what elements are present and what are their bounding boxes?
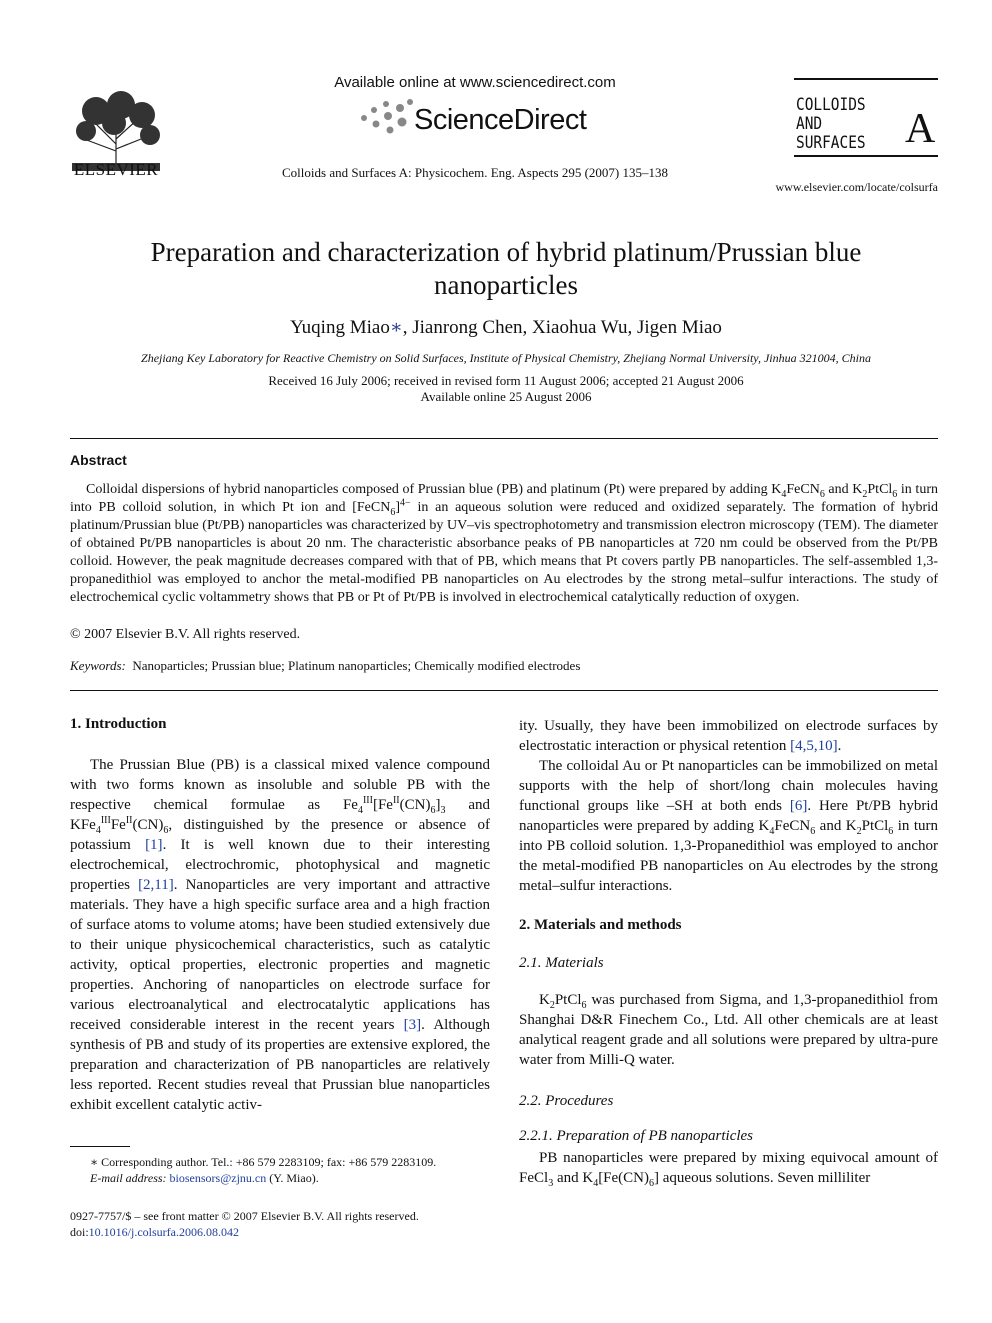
- introduction-body: The Prussian Blue (PB) is a classical mixed valence compound with two forms known as insoluble and soluble PB with the respective chemical formulae as $Fe_4^{III}[Fe^{II}(CN)_6]_3$ and $KFe_4^{III}Fe^{II}(CN)_6$, distinguished by the presence or absence of potassium [1]. It is well known due to their interesting electrochemical, electrochromic, photophysical and magnetic properties [2,11]. Nanoparticles are very important and attractive materials. They have a high specific surface area and a high fraction of surface atoms to volume atoms; have been studied extensively due to their unique physicochemical characteristics, such as catalytic activity, optical properties, electronic properties and magnetic properties. Anchoring of nanoparticles on electrode surface for various electroanalytical and electrocatalytic applications has received considerable interest in the recent years [3]. Although synthesis of PB and study of its properties are extensive explored, the preparation and characterization of PB nanoparticles are relatively less reported. Recent studies reveal that Prussian blue nanoparticles exhibit excellent catalytic activ-: [70, 757, 490, 1113]
- other-authors: , Jianrong Chen, Xiaohua Wu, Jigen Miao: [402, 317, 722, 338]
- doi-link[interactable]: 10.1016/j.colsurfa.2006.08.042: [88, 1225, 239, 1239]
- subsubsection-pb-prep-heading: 2.2.1. Preparation of PB nanoparticles: [519, 1128, 754, 1144]
- sciencedirect-wordmark: ScienceDirect: [414, 104, 587, 136]
- online-date: Available online 25 August 2006: [420, 389, 592, 404]
- abstract-body: Colloidal dispersions of hybrid nanoparticles composed of Prussian blue (PB) and platinum (Pt) were prepared by adding $K_4FeCN_6$ and $K_2PtCl_6$ in turn into PB colloid solution, in which Pt ion and [FeCN$_6$]$^{4-}$ in an aqueous solution were reduced and oxidized separately. The formation of hybrid platinum/Prussian blue (Pt/PB) nanoparticles was characterized by UV–vis spectrophotometry and transmission electron microscopy (TEM). The diameter of obtained Pt/PB nanoparticles is about 20 nm. The characteristic absorbance peaks of PB nanoparticles at 720 nm could be observed from the Pt/PB colloid. However, the peak magnitude decreases compared with that of PB, which means that Pt covers partly PB nanoparticles. The self-assembled 1,3-propanedithiol was employed to anchor the metal-modified PB nanoparticles on Au electrodes by the strong metal–sulfur interactions. The study of electrochemical cyclic voltammetry shows that PB or Pt of Pt/PB is involved in electrochemical catalytically reduction of oxygen.: [70, 482, 938, 605]
- divider-top: [70, 438, 938, 439]
- abstract-heading: Abstract: [70, 452, 127, 468]
- sciencedirect-availability: Available online at www.sciencedirect.com: [334, 74, 616, 91]
- keywords: [70, 658, 580, 674]
- received-dates: Received 16 July 2006; received in revised form 11 August 2006; accepted 21 August 2006: [268, 373, 744, 388]
- doi-label: doi:: [70, 1225, 89, 1239]
- first-author: Yuqing Miao: [290, 317, 390, 338]
- journal-citation: Colloids and Surfaces A: Physicochem. Eng. Aspects 295 (2007) 135–138: [282, 165, 668, 180]
- footnote-rule: [70, 1146, 130, 1147]
- abstract-copyright: © 2007 Elsevier B.V. All rights reserved.: [70, 627, 301, 642]
- section-introduction-heading: 1. Introduction: [70, 716, 167, 732]
- footnote-contact: Corresponding author. Tel.: +86 579 2283109; fax: +86 579 2283109.: [101, 1155, 437, 1169]
- introduction-continued: ity. Usually, they have been immobilized on electrode surfaces by electrostatic interaction or physical retention [4,5,10]. The colloidal Au or Pt nanoparticles can be immobilized on metal supports with the help of short/long chain molecules having functional groups like –SH at both ends [6]. Here Pt/PB hybrid nanoparticles were prepared by adding $K_4FeCN_6$ and $K_2PtCl_6$ in turn into PB colloid solution. 1,3-Propanedithiol was employed to anchor the metal-modified PB nanoparticles on Au electrodes by the strong metal–sulfur interactions.: [519, 718, 938, 894]
- journal-logo-letter: A: [905, 106, 936, 152]
- front-matter: 0927-7757/$ – see front matter © 2007 Elsevier B.V. All rights reserved.: [70, 1209, 419, 1223]
- email-suffix: (Y. Miao).: [266, 1171, 319, 1185]
- footnote-mark: ∗: [90, 1155, 99, 1169]
- subsection-materials-heading: 2.1. Materials: [519, 955, 604, 971]
- affiliation: Zhejiang Key Laboratory for Reactive Chemistry on Solid Surfaces, Institute of Physical Chemistry, Zhejiang Normal University, Jinhua 321004, China: [141, 351, 871, 365]
- materials-body: $K_2PtCl_6$ was purchased from Sigma, and 1,3-propanedithiol from Shanghai D&R Finechem Co., Ltd. All other chemicals are at least analytical reagent grade and all solutions were prepared by ultra-pure water from Milli-Q water.: [519, 992, 938, 1068]
- journal-url[interactable]: www.elsevier.com/locate/colsurfa: [775, 180, 938, 194]
- subsection-procedures-heading: 2.2. Procedures: [519, 1093, 614, 1109]
- publisher-name: ELSEVIER: [73, 160, 159, 179]
- issn-line: [70, 1208, 419, 1240]
- keywords-label: Keywords:: [70, 658, 126, 673]
- article-dates: [96, 373, 916, 405]
- section-methods-heading: 2. Materials and methods: [519, 917, 682, 933]
- keywords-list: Nanoparticles; Prussian blue; Platinum nanoparticles; Chemically modified electrodes: [132, 658, 581, 673]
- email-label: E-mail address:: [90, 1171, 167, 1185]
- divider-bottom: [70, 690, 938, 691]
- corresponding-author-mark[interactable]: ∗: [389, 317, 403, 338]
- email-link[interactable]: biosensors@zjnu.cn: [169, 1171, 267, 1185]
- pb-prep-body: PB nanoparticles were prepared by mixing equivocal amount of FeCl$_3$ and $K_4[Fe(CN)_6]$ aqueous solutions. Seven milliliter: [519, 1150, 938, 1189]
- corresponding-footnote: [70, 1154, 490, 1186]
- article-title: Preparation and characterization of hybrid platinum/Prussian blue nanoparticles: [150, 237, 862, 300]
- journal-logo-words: COLLOIDS AND SURFACES: [796, 95, 866, 153]
- author-list: [96, 316, 916, 339]
